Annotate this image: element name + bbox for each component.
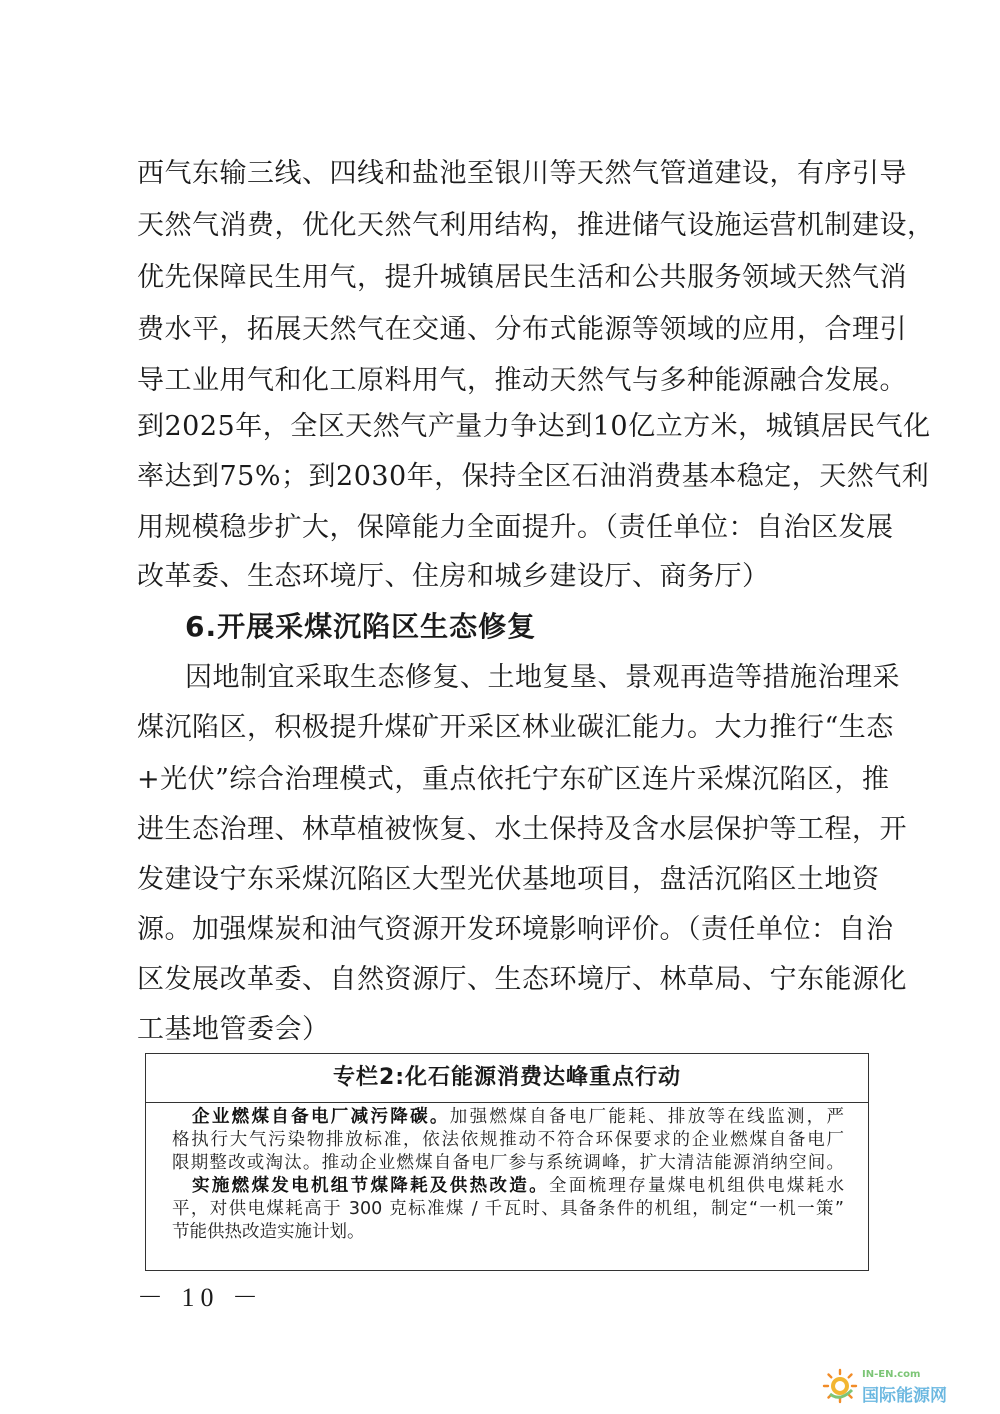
watermark-cn-text: 国际能源网 — [862, 1386, 947, 1406]
paragraph-line: 天然气消费，优化天然气利用结构，推进储气设施运营机制建设， — [137, 210, 935, 241]
paragraph-line: 率达到75%；到2030年，保持全区石油消费基本稳定，天然气利 — [137, 461, 930, 492]
paragraph-line: 改革委、生态环境厅、住房和城乡建设厅、商务厅） — [137, 561, 770, 592]
paragraph-line: 工基地管委会） — [137, 1014, 330, 1045]
paragraph-line: 源。加强煤炭和油气资源开发环境影响评价。（责任单位：自治 — [137, 914, 894, 945]
item-title: 实施燃煤发电机组节煤降耗及供热改造。 — [192, 1176, 549, 1196]
box-line: 格执行大气污染物排放标准，依法依规推动不符合环保要求的企业燃煤自备电厂 — [172, 1130, 844, 1150]
special-column-box — [145, 1053, 869, 1271]
box-body — [146, 1103, 868, 1244]
watermark-small-text: IN-EN.com — [862, 1369, 921, 1380]
watermark-logo — [822, 1366, 982, 1406]
paragraph-line: 用规模稳步扩大，保障能力全面提升。（责任单位：自治区发展 — [137, 512, 894, 543]
box-line: 平，对供电煤耗高于 300 克标准煤 / 千瓦时、具备条件的机组，制定“一机一策” — [172, 1199, 844, 1219]
box-line: 节能供热改造实施计划。 — [172, 1222, 365, 1242]
page-number: － 10 － — [137, 1283, 265, 1312]
paragraph-line: +光伏”综合治理模式，重点依托宁东矿区连片采煤沉陷区，推 — [137, 764, 890, 795]
box-line — [172, 1106, 844, 1129]
sun-logo-icon — [822, 1368, 858, 1404]
paragraph-line: 导工业用气和化工原料用气，推动天然气与多种能源融合发展。 — [137, 365, 907, 396]
paragraph-line: 发建设宁东采煤沉陷区大型光伏基地项目，盘活沉陷区土地资 — [137, 864, 880, 895]
paragraph-line: 因地制宜采取生态修复、土地复垦、景观再造等措施治理采 — [185, 662, 900, 693]
section-heading: 6.开展采煤沉陷区生态修复 — [185, 610, 537, 643]
paragraph-line: 进生态治理、林草植被恢复、水土保持及含水层保护等工程，开 — [137, 814, 907, 845]
item-title: 企业燃煤自备电厂减污降碳。 — [192, 1107, 450, 1127]
item-text: 全面梳理存量煤电机组供电煤耗水 — [548, 1176, 844, 1196]
paragraph-line: 优先保障民生用气，提升城镇居民生活和公共服务领域天然气消 — [137, 262, 907, 293]
box-title: 专栏2:化石能源消费达峰重点行动 — [146, 1054, 868, 1103]
paragraph-line: 到2025年，全区天然气产量力争达到10亿立方米，城镇居民气化 — [137, 411, 931, 442]
paragraph-line: 西气东输三线、四线和盐池至银川等天然气管道建设，有序引导 — [137, 158, 907, 189]
box-line — [172, 1175, 844, 1198]
paragraph-line: 区发展改革委、自然资源厅、生态环境厅、林草局、宁东能源化 — [137, 964, 907, 995]
paragraph-line: 煤沉陷区，积极提升煤矿开采区林业碳汇能力。大力推行“生态 — [137, 712, 894, 743]
paragraph-line: 费水平，拓展天然气在交通、分布式能源等领域的应用，合理引 — [137, 314, 907, 345]
item-text: 加强燃煤自备电厂能耗、排放等在线监测，严 — [449, 1107, 844, 1127]
box-line: 限期整改或淘汰。推动企业燃煤自备电厂参与系统调峰，扩大清洁能源消纳空间。 — [172, 1153, 844, 1173]
